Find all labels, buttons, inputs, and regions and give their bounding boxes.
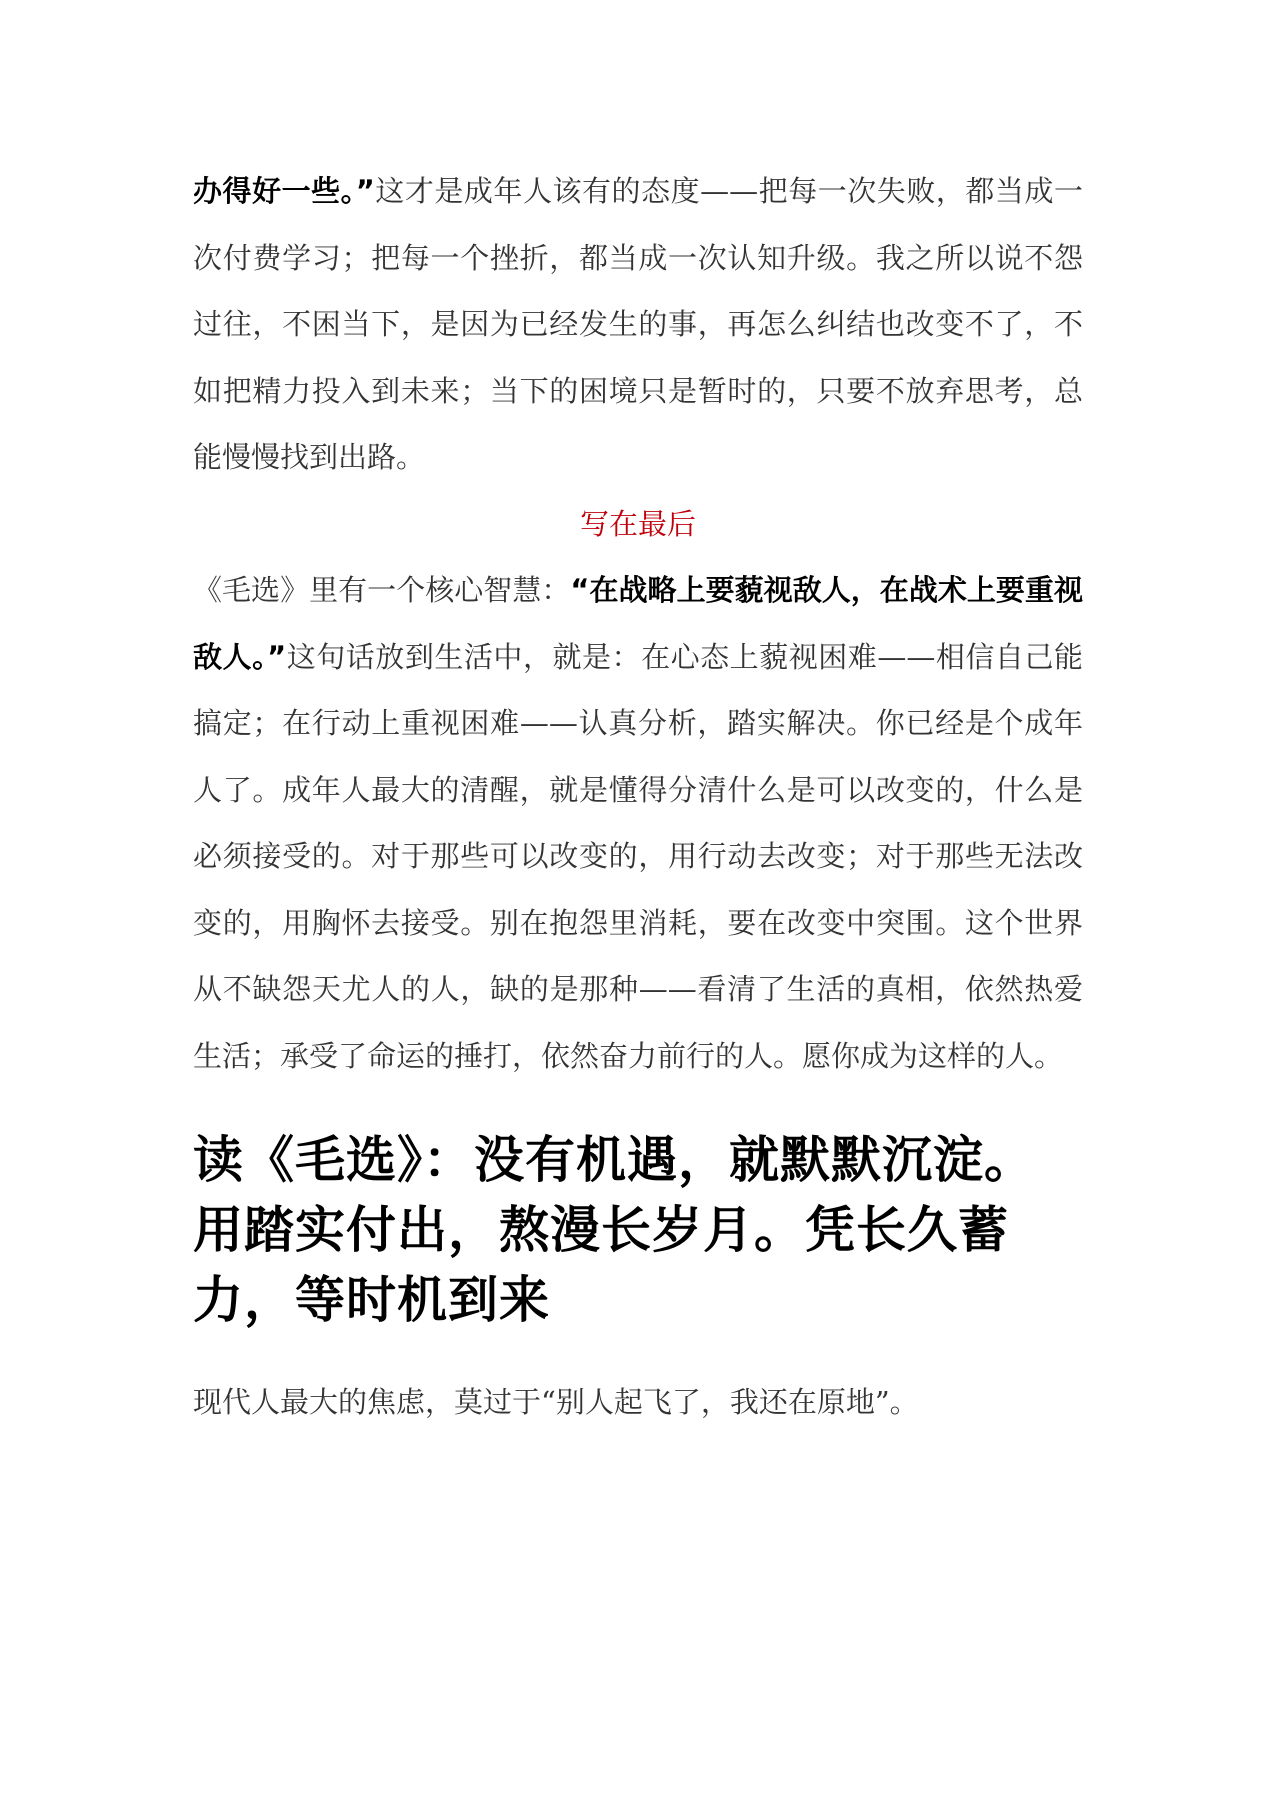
paragraph-2 [193,557,1083,1089]
paragraph-2-text: 这句话放到生活中，就是：在心态上藐视困难——相信自己能搞定；在行动上重视困难——认真分析，踏实解决。你已经是个成年人了。成年人最大的清醒，就是懂得分清什么是可以改变的，什么是必须接受的。对于那些可以改变的，用行动去改变；对于那些无法改变的，用胸怀去接受。别在抱怨里消耗，要在改变中突围。这个世界从不缺怨天尤人的人，缺的是那种——看清了生活的真相，依然热爱生活；承受了命运的捶打，依然奋力前行的人。愿你成为这样的人。 [193,639,1083,1073]
bold-quote: “在战略上要藐视敌人，在战术上要重视敌人。” [193,573,1083,674]
article-body [193,158,1083,1436]
section-title: 写在最后 [579,506,696,541]
paragraph-2-intro: 《毛选》里有一个核心智慧： [193,573,571,607]
paragraph-1-text: 这才是成年人该有的态度——把每一次失败，都当成一次付费学习；把每一个挫折，都当成一次认知升级。我之所以说不怨过往，不困当下，是因为已经发生的事，再怎么纠结也改变不了，不如把精力投入到未来；当下的困境只是暂时的，只要不放弃思考，总能慢慢找到出路。 [193,174,1083,474]
paragraph-3: 现代人最大的焦虑，莫过于“别人起飞了，我还在原地”。 [193,1385,919,1419]
paragraph-1 [193,158,1083,491]
bold-quote-ending: 办得好一些。” [193,174,375,208]
article-heading: 读《毛选》：没有机遇，就默默沉淀。用踏实付出，熬漫长岁月。凭长久蓄力，等时机到来 [193,1131,1035,1329]
